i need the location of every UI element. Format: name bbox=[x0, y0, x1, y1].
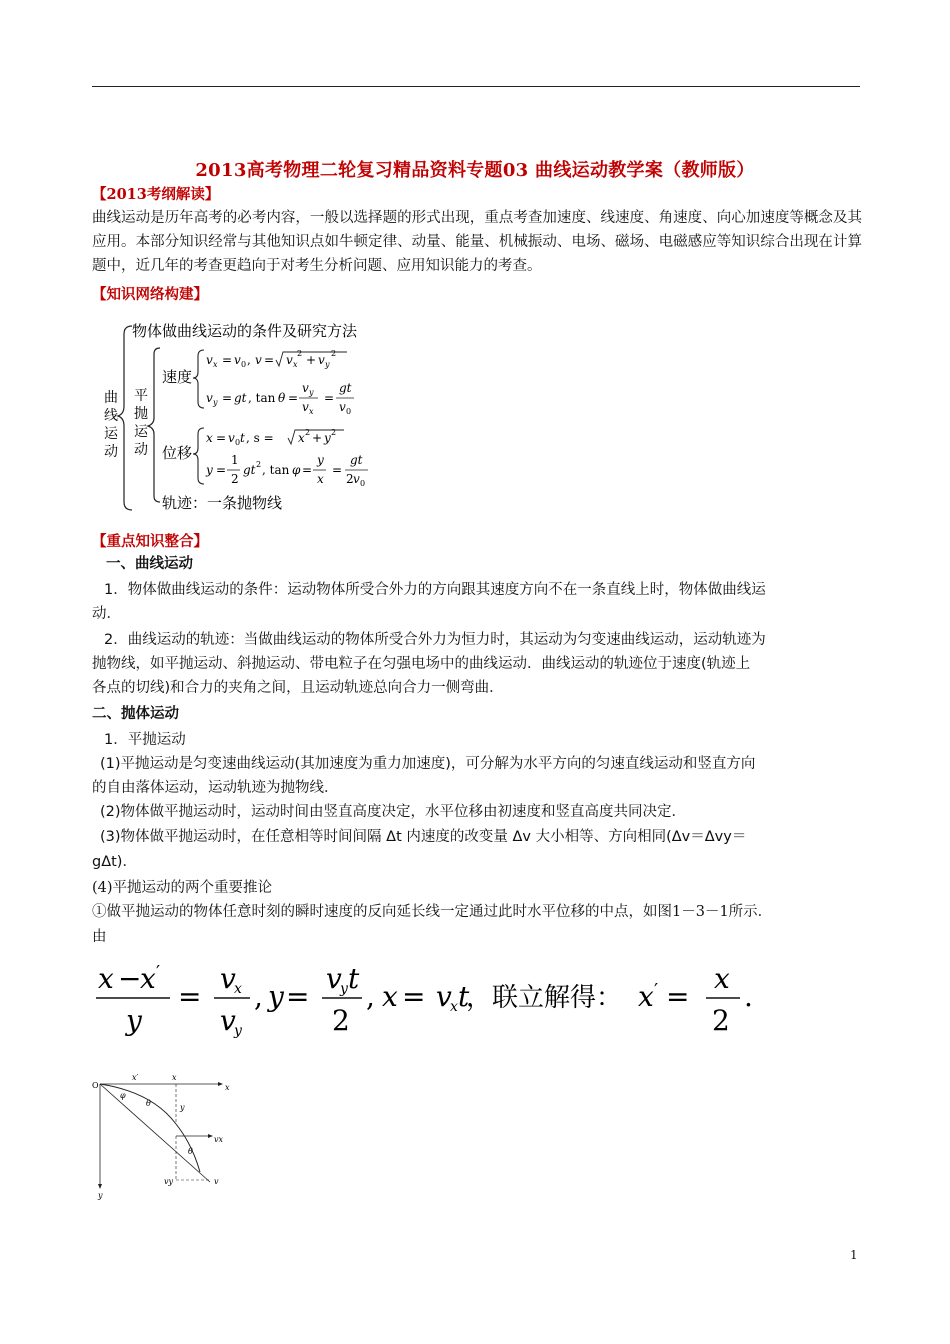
svg-text:v: v bbox=[326, 962, 342, 995]
svg-text:v: v bbox=[228, 431, 235, 445]
svg-text:=: = bbox=[302, 463, 313, 477]
svg-text:vy: vy bbox=[164, 1177, 174, 1186]
svg-text:x: x bbox=[450, 999, 458, 1015]
svg-text:,: , bbox=[366, 980, 375, 1013]
svg-text:y: y bbox=[325, 360, 330, 369]
point-1-line-a: 1．物体做曲线运动的条件：运动物体所受合外力的方向跟其速度方向不在一条直线上时，物体做曲线运 bbox=[104, 582, 766, 598]
svg-text:y: y bbox=[180, 1103, 185, 1112]
diagram-condition: 物体做曲线运动的条件及研究方法 bbox=[132, 322, 358, 340]
svg-text:x: x bbox=[206, 431, 213, 445]
item-1-line-b: 的自由落体运动，运动轨迹为抛物线． bbox=[92, 780, 339, 796]
svg-text:2: 2 bbox=[331, 428, 337, 437]
svg-text:, s =: , s = bbox=[246, 431, 274, 445]
svg-text:0: 0 bbox=[241, 360, 247, 369]
svg-text:x: x bbox=[293, 360, 298, 369]
header-rule bbox=[92, 86, 860, 87]
point-2-line-c: 各点的切线)和合力的夹角之间，且运动轨迹总向合力一侧弯曲． bbox=[92, 680, 504, 696]
formula-solve-text: ，联立解得： bbox=[466, 983, 623, 1013]
svg-text:x: x bbox=[317, 472, 324, 486]
svg-text:+: + bbox=[312, 431, 323, 445]
svg-text:y: y bbox=[268, 980, 284, 1013]
svg-text:x: x bbox=[213, 360, 218, 369]
svg-text:gt: gt bbox=[339, 381, 352, 395]
inference-1-cont: 由 bbox=[92, 929, 107, 945]
svg-text:v: v bbox=[255, 353, 262, 367]
svg-text:=: = bbox=[216, 463, 227, 477]
svg-text:2: 2 bbox=[256, 460, 262, 469]
page-number: 1 bbox=[850, 1248, 858, 1262]
inference-formula bbox=[92, 958, 792, 1038]
svg-text:x′: x′ bbox=[132, 1073, 139, 1082]
svg-text:v: v bbox=[286, 353, 293, 367]
diagram-brace-velocity bbox=[193, 350, 204, 408]
svg-text:v: v bbox=[302, 400, 309, 414]
svg-text:y: y bbox=[126, 1004, 142, 1037]
diagram-root-char-3: 运 bbox=[104, 426, 118, 442]
diagram-brace-displacement bbox=[193, 428, 204, 484]
svg-text:′: ′ bbox=[654, 980, 659, 1001]
svg-text:v: v bbox=[206, 391, 213, 405]
svg-text:2: 2 bbox=[332, 1004, 350, 1037]
svg-text:x: x bbox=[225, 1083, 230, 1092]
svg-text:y: y bbox=[317, 453, 324, 467]
key-heading: 【重点知识整合】 bbox=[92, 533, 208, 550]
svg-text:x: x bbox=[309, 407, 314, 416]
svg-text:=: = bbox=[402, 980, 426, 1013]
svg-text:2: 2 bbox=[346, 472, 354, 486]
subheading-horizontal-projectile: 1．平抛运动 bbox=[104, 732, 186, 748]
svg-text:y: y bbox=[309, 388, 314, 397]
svg-text:2: 2 bbox=[231, 472, 239, 486]
svg-text:v: v bbox=[302, 381, 309, 395]
svg-text:gt: gt bbox=[243, 463, 256, 477]
svg-text:0: 0 bbox=[346, 407, 352, 416]
svg-text:x: x bbox=[98, 962, 114, 995]
svg-text:vx: vx bbox=[214, 1135, 224, 1144]
svg-text:x: x bbox=[234, 981, 242, 997]
heading-curvilinear: 一、曲线运动 bbox=[106, 556, 193, 572]
svg-text:2: 2 bbox=[712, 1004, 730, 1037]
diagram-root-char-2: 线 bbox=[104, 408, 118, 424]
svg-text:gt: gt bbox=[234, 391, 247, 405]
svg-text:=: = bbox=[264, 353, 275, 367]
svg-text:,: , bbox=[254, 980, 263, 1013]
svg-text:θ: θ bbox=[188, 1147, 193, 1156]
svg-text:=: = bbox=[178, 980, 202, 1013]
page-title: 2013高考物理二轮复习精品资料专题03 曲线运动教学案（教师版） bbox=[195, 160, 755, 181]
item-3-line-a: (3)物体做平抛运动时，在任意相等时间间隔 Δt 内速度的改变量 Δv 大小相等、方向相同(Δv＝Δvy＝ bbox=[100, 829, 747, 845]
svg-text:x: x bbox=[638, 980, 654, 1013]
velocity-formulas bbox=[206, 349, 354, 416]
diagram-root-char-4: 动 bbox=[104, 444, 118, 460]
svg-text:v: v bbox=[206, 353, 213, 367]
svg-text:v: v bbox=[220, 1004, 236, 1037]
svg-text:′: ′ bbox=[156, 962, 161, 983]
outline-heading: 【2013考纲解读】 bbox=[92, 186, 220, 203]
knowledge-network-diagram bbox=[92, 318, 412, 518]
svg-text:=: = bbox=[332, 463, 343, 477]
diagram-displacement-label: 位移 bbox=[162, 444, 193, 462]
svg-text:x: x bbox=[140, 962, 156, 995]
diagram-branch-char-2: 抛 bbox=[134, 406, 148, 422]
inference-1: ①做平抛运动的物体任意时刻的瞬时速度的反向延长线一定通过此时水平位移的中点，如图1－3－1所示． bbox=[92, 904, 773, 920]
svg-text:v: v bbox=[234, 353, 241, 367]
point-1-line-b: 动． bbox=[92, 606, 121, 622]
svg-text:0: 0 bbox=[360, 479, 366, 488]
svg-text:=: = bbox=[222, 353, 233, 367]
svg-text:=: = bbox=[324, 391, 335, 405]
point-2-line-a: 2．曲线运动的轨迹：当做曲线运动的物体所受合外力为恒力时，其运动为匀变速曲线运动，运动轨迹为 bbox=[104, 632, 766, 648]
svg-text:y: y bbox=[340, 981, 348, 997]
heading-projectile: 二、抛体运动 bbox=[92, 706, 179, 722]
svg-text:=: = bbox=[222, 391, 233, 405]
svg-text:,: , bbox=[247, 353, 251, 367]
item-3-line-b: gΔt)． bbox=[92, 854, 137, 870]
svg-text:t: t bbox=[348, 962, 360, 995]
svg-text:y: y bbox=[98, 1191, 103, 1200]
svg-text:v: v bbox=[353, 472, 360, 486]
svg-text:x: x bbox=[172, 1073, 177, 1082]
svg-text:2: 2 bbox=[305, 428, 311, 437]
svg-text:φ: φ bbox=[292, 463, 301, 477]
svg-text:O: O bbox=[92, 1081, 99, 1090]
svg-text:, tan: , tan bbox=[248, 391, 276, 405]
diagram-root-char-1: 曲 bbox=[104, 390, 118, 406]
diagram-branch-char-1: 平 bbox=[134, 388, 148, 404]
svg-text:y: y bbox=[206, 463, 213, 477]
svg-text:x: x bbox=[714, 962, 730, 995]
svg-text:, tan: , tan bbox=[262, 463, 290, 477]
projectile-figure bbox=[92, 1072, 242, 1202]
svg-text:2: 2 bbox=[297, 349, 303, 358]
svg-text:y: y bbox=[324, 431, 331, 445]
item-4: (4)平抛运动的两个重要推论 bbox=[92, 880, 273, 896]
diagram-velocity-label: 速度 bbox=[162, 368, 193, 386]
svg-text:φ: φ bbox=[120, 1091, 126, 1100]
network-heading: 【知识网络构建】 bbox=[92, 286, 208, 303]
svg-text:y: y bbox=[213, 398, 218, 407]
svg-text:t: t bbox=[240, 431, 245, 445]
svg-text:gt: gt bbox=[350, 453, 363, 467]
item-2: (2)物体做平抛运动时，运动时间由竖直高度决定，水平位移由初速度和竖直高度共同决定． bbox=[100, 804, 687, 820]
svg-text:y: y bbox=[234, 1023, 242, 1038]
item-1-line-a: (1)平抛运动是匀变速曲线运动(其加速度为重力加速度)，可分解为水平方向的匀速直线运动和竖直方向 bbox=[100, 756, 756, 772]
svg-text:θ: θ bbox=[146, 1099, 151, 1108]
svg-text:θ: θ bbox=[278, 391, 286, 405]
svg-text:=: = bbox=[286, 980, 310, 1013]
outline-paragraph: 曲线运动是历年高考的必考内容，一般以选择题的形式出现，重点考查加速度、线速度、角速度、向心加速度等概念及其应用。本部分知识经常与其他知识点如牛顿定律、动量、能量、机械振动、电场、磁场、电磁感应等知识综合出现在计算题中，近几年的考查更趋向于对考生分析问题、应用知识能力的考查。 bbox=[92, 210, 862, 274]
svg-text:+: + bbox=[306, 353, 317, 367]
svg-text:t: t bbox=[458, 980, 470, 1013]
svg-text:v: v bbox=[318, 353, 325, 367]
svg-text:.: . bbox=[744, 980, 753, 1013]
diagram-branch-char-4: 动 bbox=[134, 442, 148, 458]
svg-text:v: v bbox=[220, 962, 236, 995]
svg-text:−: − bbox=[118, 962, 142, 995]
svg-text:v: v bbox=[436, 980, 452, 1013]
svg-text:v: v bbox=[339, 400, 346, 414]
svg-text:=: = bbox=[666, 980, 690, 1013]
svg-text:=: = bbox=[216, 431, 227, 445]
displacement-formulas bbox=[205, 428, 368, 488]
svg-text:v: v bbox=[214, 1177, 219, 1186]
svg-text:1: 1 bbox=[231, 453, 239, 467]
diagram-brace-root bbox=[118, 326, 132, 510]
svg-text:x: x bbox=[382, 980, 398, 1013]
svg-text:2: 2 bbox=[331, 349, 337, 358]
svg-text:0: 0 bbox=[235, 438, 241, 447]
svg-text:=: = bbox=[288, 391, 299, 405]
diagram-brace-branch bbox=[148, 348, 160, 502]
svg-text:x: x bbox=[298, 431, 305, 445]
diagram-branch-char-3: 运 bbox=[134, 424, 148, 440]
point-2-line-b: 抛物线，如平抛运动、斜抛运动、带电粒子在匀强电场中的曲线运动．曲线运动的轨迹位于速度(轨迹上 bbox=[92, 656, 751, 672]
diagram-trajectory-label: 轨迹：一条抛物线 bbox=[162, 494, 283, 512]
